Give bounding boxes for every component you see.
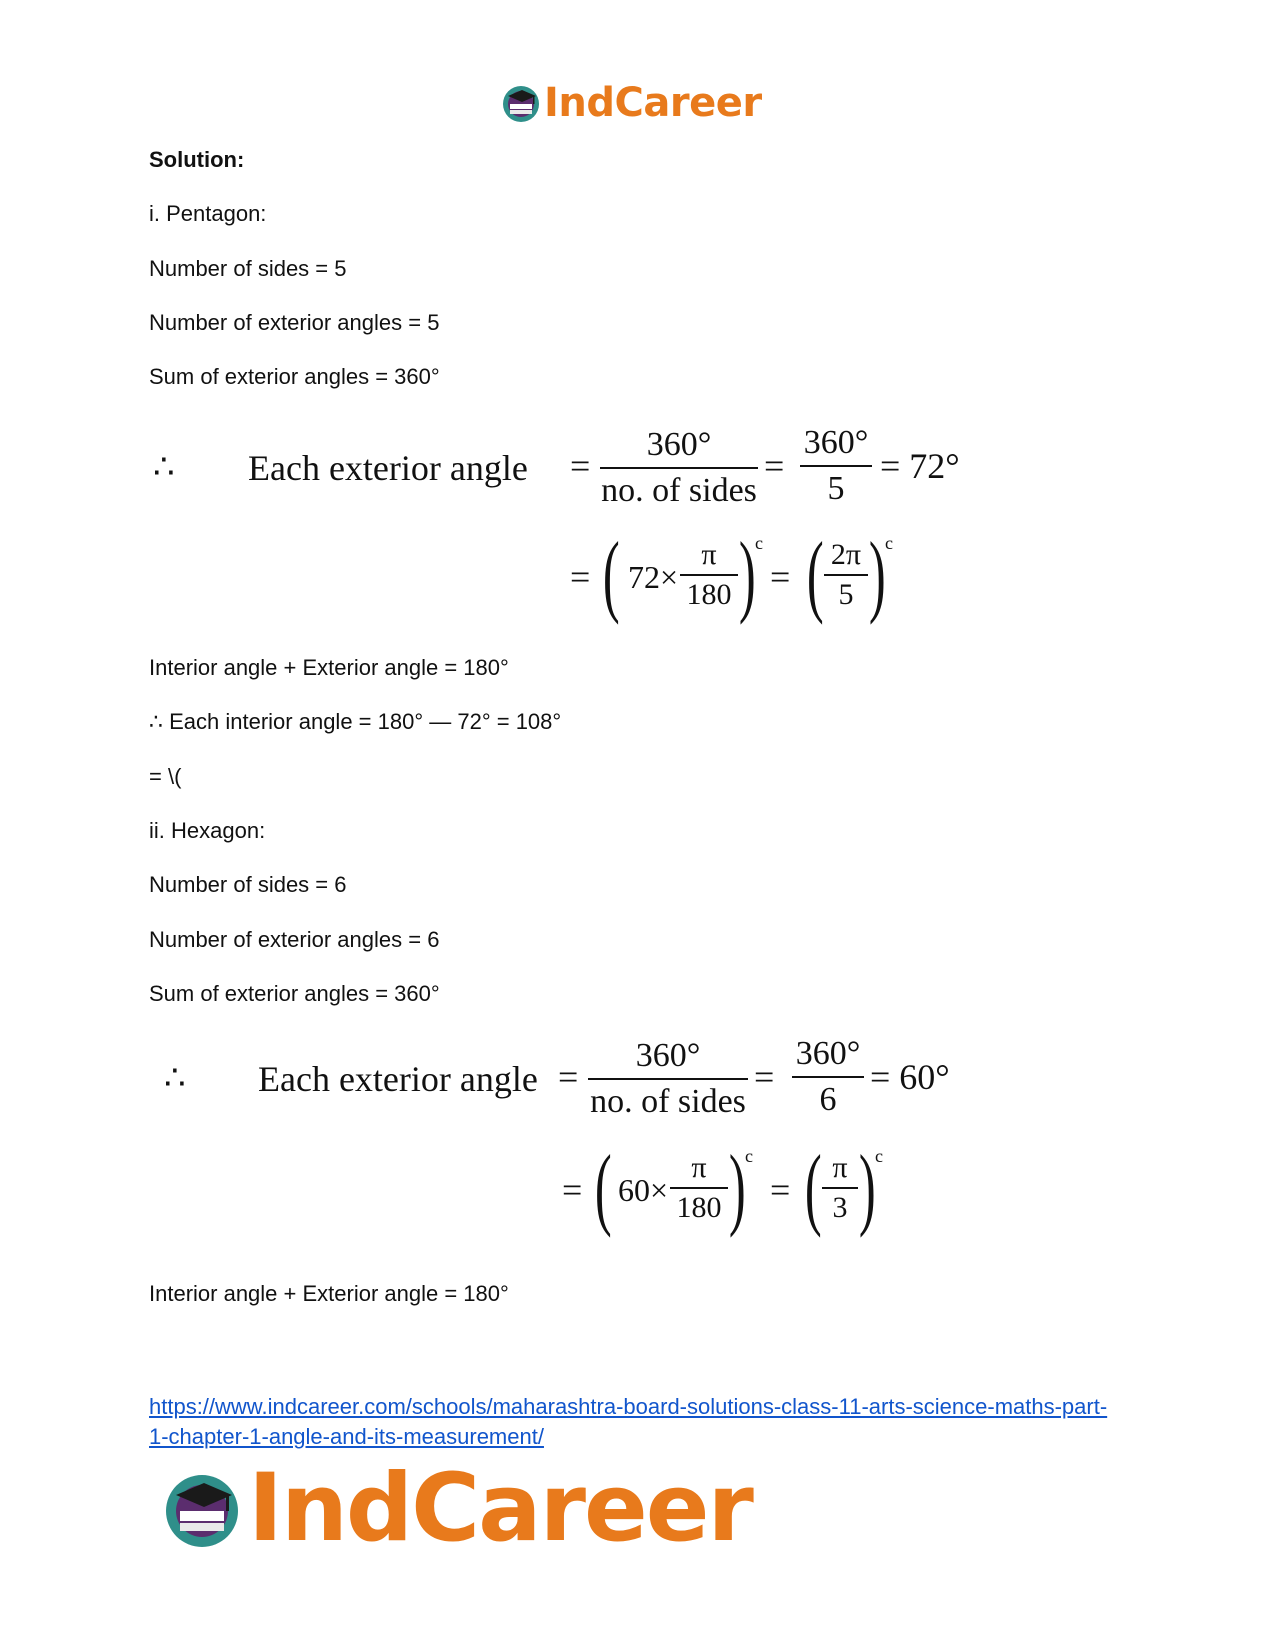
hexagon-exterior-sum: Sum of exterior angles = 360° (149, 981, 440, 1006)
fraction-360-over-5: 360° 5 (800, 423, 872, 509)
therefore-symbol: ∴ (153, 449, 175, 486)
equals-sign: = (570, 557, 591, 597)
left-paren: ( (804, 1136, 822, 1238)
solution-heading: Solution: (149, 147, 245, 172)
equation-result: = 60° (870, 1057, 950, 1097)
left-paren: ( (594, 1136, 612, 1238)
radian-superscript: c (875, 1146, 883, 1166)
fraction-360-over-sides: 360° no. of sides (601, 426, 757, 509)
graduation-cap-icon (500, 82, 542, 124)
left-paren: ( (602, 523, 620, 625)
pentagon-sides: Number of sides = 5 (149, 256, 347, 281)
source-url-link[interactable]: https://www.indcareer.com/schools/maharashtra-board-solutions-class-11-arts-science-maths-part-1-chapter-1-angle-and-its-measurement/ (149, 1394, 1108, 1449)
hexagon-interior-exterior-sum: Interior angle + Exterior angle = 180° (149, 1281, 509, 1306)
term-60x: 60× (618, 1172, 669, 1208)
equation-label: Each exterior angle (258, 1059, 538, 1099)
right-paren: ) (728, 1136, 746, 1238)
equals-sign: = (770, 557, 791, 597)
right-paren: ) (868, 523, 886, 625)
therefore-symbol: ∴ (164, 1060, 186, 1097)
pentagon-interior-exterior-sum: Interior angle + Exterior angle = 180° (149, 655, 509, 680)
equals-sign: = (570, 446, 591, 486)
equals-sign: = (770, 1170, 791, 1210)
hexagon-sides: Number of sides = 6 (149, 872, 347, 897)
equals-sign: = (558, 1057, 579, 1097)
fraction-2pi-over-5: 2π 5 (824, 538, 868, 612)
pentagon-equals-fragment: = \( (149, 764, 182, 789)
pentagon-title: i. Pentagon: (149, 201, 267, 226)
pentagon-each-interior: ∴ Each interior angle = 180° — 72° = 108° (149, 709, 562, 734)
indcareer-logo-bottom (160, 1454, 752, 1563)
pentagon-exterior-count: Number of exterior angles = 5 (149, 310, 440, 335)
radian-superscript: c (885, 533, 893, 553)
radian-superscript: c (755, 533, 763, 553)
fraction-pi-over-180: π 180 (670, 1151, 728, 1225)
equals-sign: = (764, 446, 785, 486)
equals-sign: = (754, 1057, 775, 1097)
radian-superscript: c (745, 1146, 753, 1166)
equation-label: Each exterior angle (248, 448, 528, 488)
equation-result: = 72° (880, 446, 960, 486)
logo-wordmark: IndCareer (544, 80, 762, 126)
fraction-360-over-6: 360° 6 (792, 1034, 864, 1120)
fraction-pi-over-180: π 180 (680, 538, 738, 612)
left-paren: ( (806, 523, 824, 625)
pentagon-exterior-sum: Sum of exterior angles = 360° (149, 364, 440, 389)
fraction-360-over-sides: 360° no. of sides (588, 1036, 748, 1122)
graduation-cap-icon (160, 1467, 244, 1551)
hexagon-exterior-count: Number of exterior angles = 6 (149, 927, 440, 952)
equals-sign: = (562, 1170, 583, 1210)
right-paren: ) (738, 523, 756, 625)
indcareer-logo-top (500, 82, 762, 124)
hexagon-title: ii. Hexagon: (149, 818, 266, 843)
fraction-pi-over-3: π 3 (822, 1151, 858, 1225)
logo-wordmark: IndCareer (248, 1454, 752, 1563)
right-paren: ) (858, 1136, 876, 1238)
term-72x: 72× (628, 559, 679, 595)
